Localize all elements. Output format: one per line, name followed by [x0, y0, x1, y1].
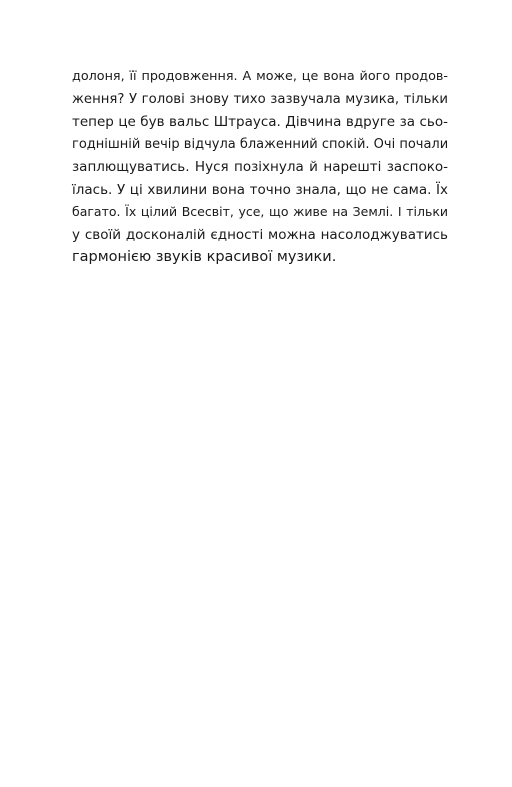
text-line: гармонією звуків красивої музики.: [72, 249, 337, 265]
text-line: тепер це був вальс Штрауса. Дівчина вдруге за сьо-: [72, 114, 448, 130]
text-line: багато. Їх цілий Всесвіт, усе, що живе на Землі. І тільки: [72, 204, 448, 219]
text-line: у своїй досконалій єдності можна насолоджуватись: [72, 226, 448, 243]
text-line: їлась. У ці хвилини вона точно знала, що не сама. Їх: [72, 181, 448, 198]
body-paragraph: [72, 66, 448, 269]
text-line: ження? У голові знову тихо зазвучала музика, тільки: [72, 91, 448, 107]
text-line: долоня, її продовження. А може, це вона його продов-: [72, 69, 448, 84]
text-line: заплющуватись. Нуся позіхнула й нарешті заспоко-: [72, 159, 448, 175]
text-line: годнішній вечір відчула блаженний спокій. Очі почали: [72, 136, 449, 152]
